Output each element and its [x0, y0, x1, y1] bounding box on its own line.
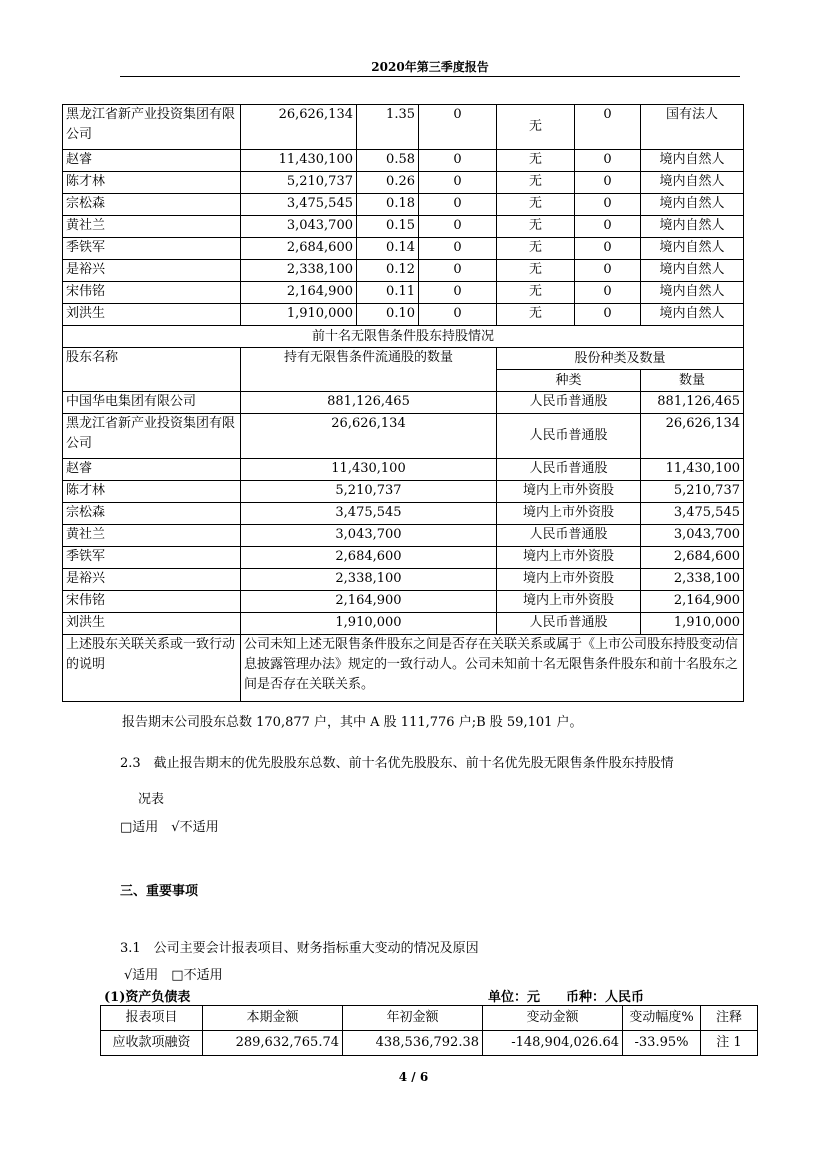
shareholder-name: 宋伟铭 — [63, 591, 241, 613]
shareholder-name: 宗松森 — [63, 194, 241, 216]
share-kind: 人民币普通股 — [497, 459, 641, 481]
section-2-3-title: 2.3 截止报告期末的优先股股东总数、前十名优先股股东、前十名优先股无限售条件股东持股情 — [120, 756, 674, 771]
pledge-status: 无 — [497, 172, 575, 194]
share-kind: 境内上市外资股 — [497, 503, 641, 525]
col-header-amount: 数量 — [641, 370, 744, 392]
share-percentage: 0.11 — [357, 282, 419, 304]
table-cell: -33.95% — [623, 1031, 701, 1056]
shareholder-name: 是裕兴 — [63, 260, 241, 282]
shareholder-name: 陈才林 — [63, 172, 241, 194]
shareholder-row — [63, 172, 744, 194]
relation-label: 上述股东关联关系或一致行动的说明 — [63, 635, 241, 702]
unrestricted-qty: 2,338,100 — [241, 569, 497, 591]
section-3-1-choice: √适用 □不适用 — [124, 968, 223, 983]
unrestricted-qty: 26,626,134 — [241, 414, 497, 459]
shareholder-nature: 境内自然人 — [641, 194, 744, 216]
pledge-quantity: 0 — [575, 150, 641, 172]
share-amount: 2,164,900 — [641, 591, 744, 613]
shareholder-nature: 境内自然人 — [641, 150, 744, 172]
shares-held: 3,475,545 — [241, 194, 357, 216]
section-title-row — [63, 326, 744, 348]
col-header: 年初金额 — [343, 1006, 483, 1031]
unrestricted-qty: 3,043,700 — [241, 525, 497, 547]
share-percentage: 0.12 — [357, 260, 419, 282]
unrestricted-row — [63, 525, 744, 547]
pledge-quantity: 0 — [575, 260, 641, 282]
unrestricted-row — [63, 414, 744, 459]
shareholder-nature: 境内自然人 — [641, 282, 744, 304]
shareholder-row — [63, 105, 744, 150]
pledge-status: 无 — [497, 282, 575, 304]
shares-held: 11,430,100 — [241, 150, 357, 172]
unit-currency-note: 单位：元 币种：人民币 — [488, 990, 645, 1005]
share-amount: 3,043,700 — [641, 525, 744, 547]
unrestricted-qty: 11,430,100 — [241, 459, 497, 481]
restricted-shares: 0 — [419, 172, 497, 194]
share-kind: 人民币普通股 — [497, 392, 641, 414]
shareholder-name: 中国华电集团有限公司 — [63, 392, 241, 414]
shareholder-row — [63, 260, 744, 282]
shares-held: 5,210,737 — [241, 172, 357, 194]
shareholder-row — [63, 194, 744, 216]
share-amount: 2,338,100 — [641, 569, 744, 591]
share-kind: 境内上市外资股 — [497, 481, 641, 503]
shareholder-nature: 境内自然人 — [641, 216, 744, 238]
section-2-3-choice: □适用 √不适用 — [120, 820, 219, 835]
shares-held: 2,164,900 — [241, 282, 357, 304]
share-percentage: 1.35 — [357, 105, 419, 150]
shareholder-name: 黄社兰 — [63, 216, 241, 238]
unrestricted-row — [63, 481, 744, 503]
pledge-quantity: 0 — [575, 238, 641, 260]
share-kind: 境内上市外资股 — [497, 569, 641, 591]
shareholder-name: 刘洪生 — [63, 304, 241, 326]
shareholder-name: 宗松森 — [63, 503, 241, 525]
shareholder-name: 黑龙江省新产业投资集团有限公司 — [63, 414, 241, 459]
balance-sheet-subtitle: (1)资产负债表 — [104, 990, 191, 1005]
relation-row — [63, 635, 744, 702]
shares-held: 2,338,100 — [241, 260, 357, 282]
share-percentage: 0.58 — [357, 150, 419, 172]
unrestricted-qty: 2,684,600 — [241, 547, 497, 569]
unrestricted-qty: 1,910,000 — [241, 613, 497, 635]
col-header: 变动幅度% — [623, 1006, 701, 1031]
restricted-shares: 0 — [419, 304, 497, 326]
shares-held: 2,684,600 — [241, 238, 357, 260]
col-header: 本期金额 — [203, 1006, 343, 1031]
shareholder-row — [63, 238, 744, 260]
col-header: 注释 — [701, 1006, 758, 1031]
share-amount: 1,910,000 — [641, 613, 744, 635]
pledge-quantity: 0 — [575, 282, 641, 304]
share-kind: 境内上市外资股 — [497, 591, 641, 613]
share-amount: 881,126,465 — [641, 392, 744, 414]
unrestricted-qty: 5,210,737 — [241, 481, 497, 503]
pledge-status: 无 — [497, 260, 575, 282]
col-header-name: 股东名称 — [63, 348, 241, 392]
share-kind: 人民币普通股 — [497, 613, 641, 635]
unrestricted-qty: 3,475,545 — [241, 503, 497, 525]
restricted-shares: 0 — [419, 194, 497, 216]
header-rule — [120, 76, 740, 77]
shareholder-nature: 境内自然人 — [641, 238, 744, 260]
share-kind: 人民币普通股 — [497, 414, 641, 459]
unrestricted-row — [63, 591, 744, 613]
restricted-shares: 0 — [419, 105, 497, 150]
section-2-3-title-cont: 况表 — [138, 792, 165, 807]
table-cell: 应收款项融资 — [101, 1031, 203, 1056]
shareholder-nature: 境内自然人 — [641, 304, 744, 326]
unrestricted-row — [63, 459, 744, 481]
pledge-status: 无 — [497, 216, 575, 238]
shareholder-row — [63, 282, 744, 304]
pledge-quantity: 0 — [575, 304, 641, 326]
shareholder-row — [63, 150, 744, 172]
share-percentage: 0.10 — [357, 304, 419, 326]
unrestricted-qty: 881,126,465 — [241, 392, 497, 414]
section-3-title: 三、重要事项 — [120, 884, 199, 899]
shareholder-name: 黑龙江省新产业投资集团有限公司 — [63, 105, 241, 150]
unrestricted-qty: 2,164,900 — [241, 591, 497, 613]
col-header-qty: 持有无限售条件流通股的数量 — [241, 348, 497, 392]
balance-sheet-table — [100, 1005, 758, 1056]
pledge-quantity: 0 — [575, 172, 641, 194]
pledge-quantity: 0 — [575, 105, 641, 150]
page-number: 4 / 6 — [398, 1070, 429, 1084]
shareholder-name: 赵睿 — [63, 459, 241, 481]
share-amount: 2,684,600 — [641, 547, 744, 569]
share-amount: 11,430,100 — [641, 459, 744, 481]
shareholder-name: 黄社兰 — [63, 525, 241, 547]
share-amount: 26,626,134 — [641, 414, 744, 459]
shareholder-name: 季铁军 — [63, 547, 241, 569]
shares-held: 1,910,000 — [241, 304, 357, 326]
col-header: 报表项目 — [101, 1006, 203, 1031]
col-header-kind: 种类 — [497, 370, 641, 392]
header-row — [101, 1006, 758, 1031]
shareholder-table — [62, 104, 744, 702]
restricted-shares: 0 — [419, 260, 497, 282]
pledge-status: 无 — [497, 194, 575, 216]
shareholder-name: 是裕兴 — [63, 569, 241, 591]
share-percentage: 0.15 — [357, 216, 419, 238]
pledge-status: 无 — [497, 304, 575, 326]
shareholder-name: 陈才林 — [63, 481, 241, 503]
unrestricted-row — [63, 392, 744, 414]
header-row — [63, 348, 744, 370]
share-percentage: 0.26 — [357, 172, 419, 194]
share-amount: 5,210,737 — [641, 481, 744, 503]
col-header: 变动金额 — [483, 1006, 623, 1031]
shareholder-name: 宋伟铭 — [63, 282, 241, 304]
restricted-shares: 0 — [419, 238, 497, 260]
shareholder-nature: 境内自然人 — [641, 260, 744, 282]
unrestricted-row — [63, 613, 744, 635]
shareholder-name: 季铁军 — [63, 238, 241, 260]
total-holders-note: 报告期末公司股东总数 170,877 户，其中 A 股 111,776 户;B 股 59,101 户。 — [122, 715, 583, 730]
pledge-status: 无 — [497, 238, 575, 260]
pledge-quantity: 0 — [575, 194, 641, 216]
pledge-quantity: 0 — [575, 216, 641, 238]
shareholder-row — [63, 304, 744, 326]
table-cell: 注 1 — [701, 1031, 758, 1056]
shareholder-name: 赵睿 — [63, 150, 241, 172]
pledge-status: 无 — [497, 105, 575, 150]
unrestricted-row — [63, 503, 744, 525]
col-header-type-group: 股份种类及数量 — [497, 348, 744, 370]
shares-held: 26,626,134 — [241, 105, 357, 150]
table-cell: 289,632,765.74 — [203, 1031, 343, 1056]
shareholder-row — [63, 216, 744, 238]
restricted-shares: 0 — [419, 282, 497, 304]
shareholder-nature: 境内自然人 — [641, 172, 744, 194]
share-amount: 3,475,545 — [641, 503, 744, 525]
unrestricted-section-title: 前十名无限售条件股东持股情况 — [63, 326, 744, 348]
restricted-shares: 0 — [419, 216, 497, 238]
unrestricted-row — [63, 569, 744, 591]
section-3-1-title: 3.1 公司主要会计报表项目、财务指标重大变动的情况及原因 — [120, 941, 479, 956]
share-kind: 境内上市外资股 — [497, 547, 641, 569]
shares-held: 3,043,700 — [241, 216, 357, 238]
unrestricted-row — [63, 547, 744, 569]
restricted-shares: 0 — [419, 150, 497, 172]
shareholder-name: 刘洪生 — [63, 613, 241, 635]
shareholder-nature: 国有法人 — [641, 105, 744, 150]
table-cell: -148,904,026.64 — [483, 1031, 623, 1056]
share-kind: 人民币普通股 — [497, 525, 641, 547]
share-percentage: 0.18 — [357, 194, 419, 216]
page-header: 2020年第三季度报告 — [371, 60, 489, 74]
pledge-status: 无 — [497, 150, 575, 172]
table-cell: 438,536,792.38 — [343, 1031, 483, 1056]
relation-text: 公司未知上述无限售条件股东之间是否存在关联关系或属于《上市公司股东持股变动信息披露管理办法》规定的一致行动人。公司未知前十名无限售条件股东和前十名股东之间是否存在关联关系。 — [241, 635, 744, 702]
share-percentage: 0.14 — [357, 238, 419, 260]
balance-row — [101, 1031, 758, 1056]
